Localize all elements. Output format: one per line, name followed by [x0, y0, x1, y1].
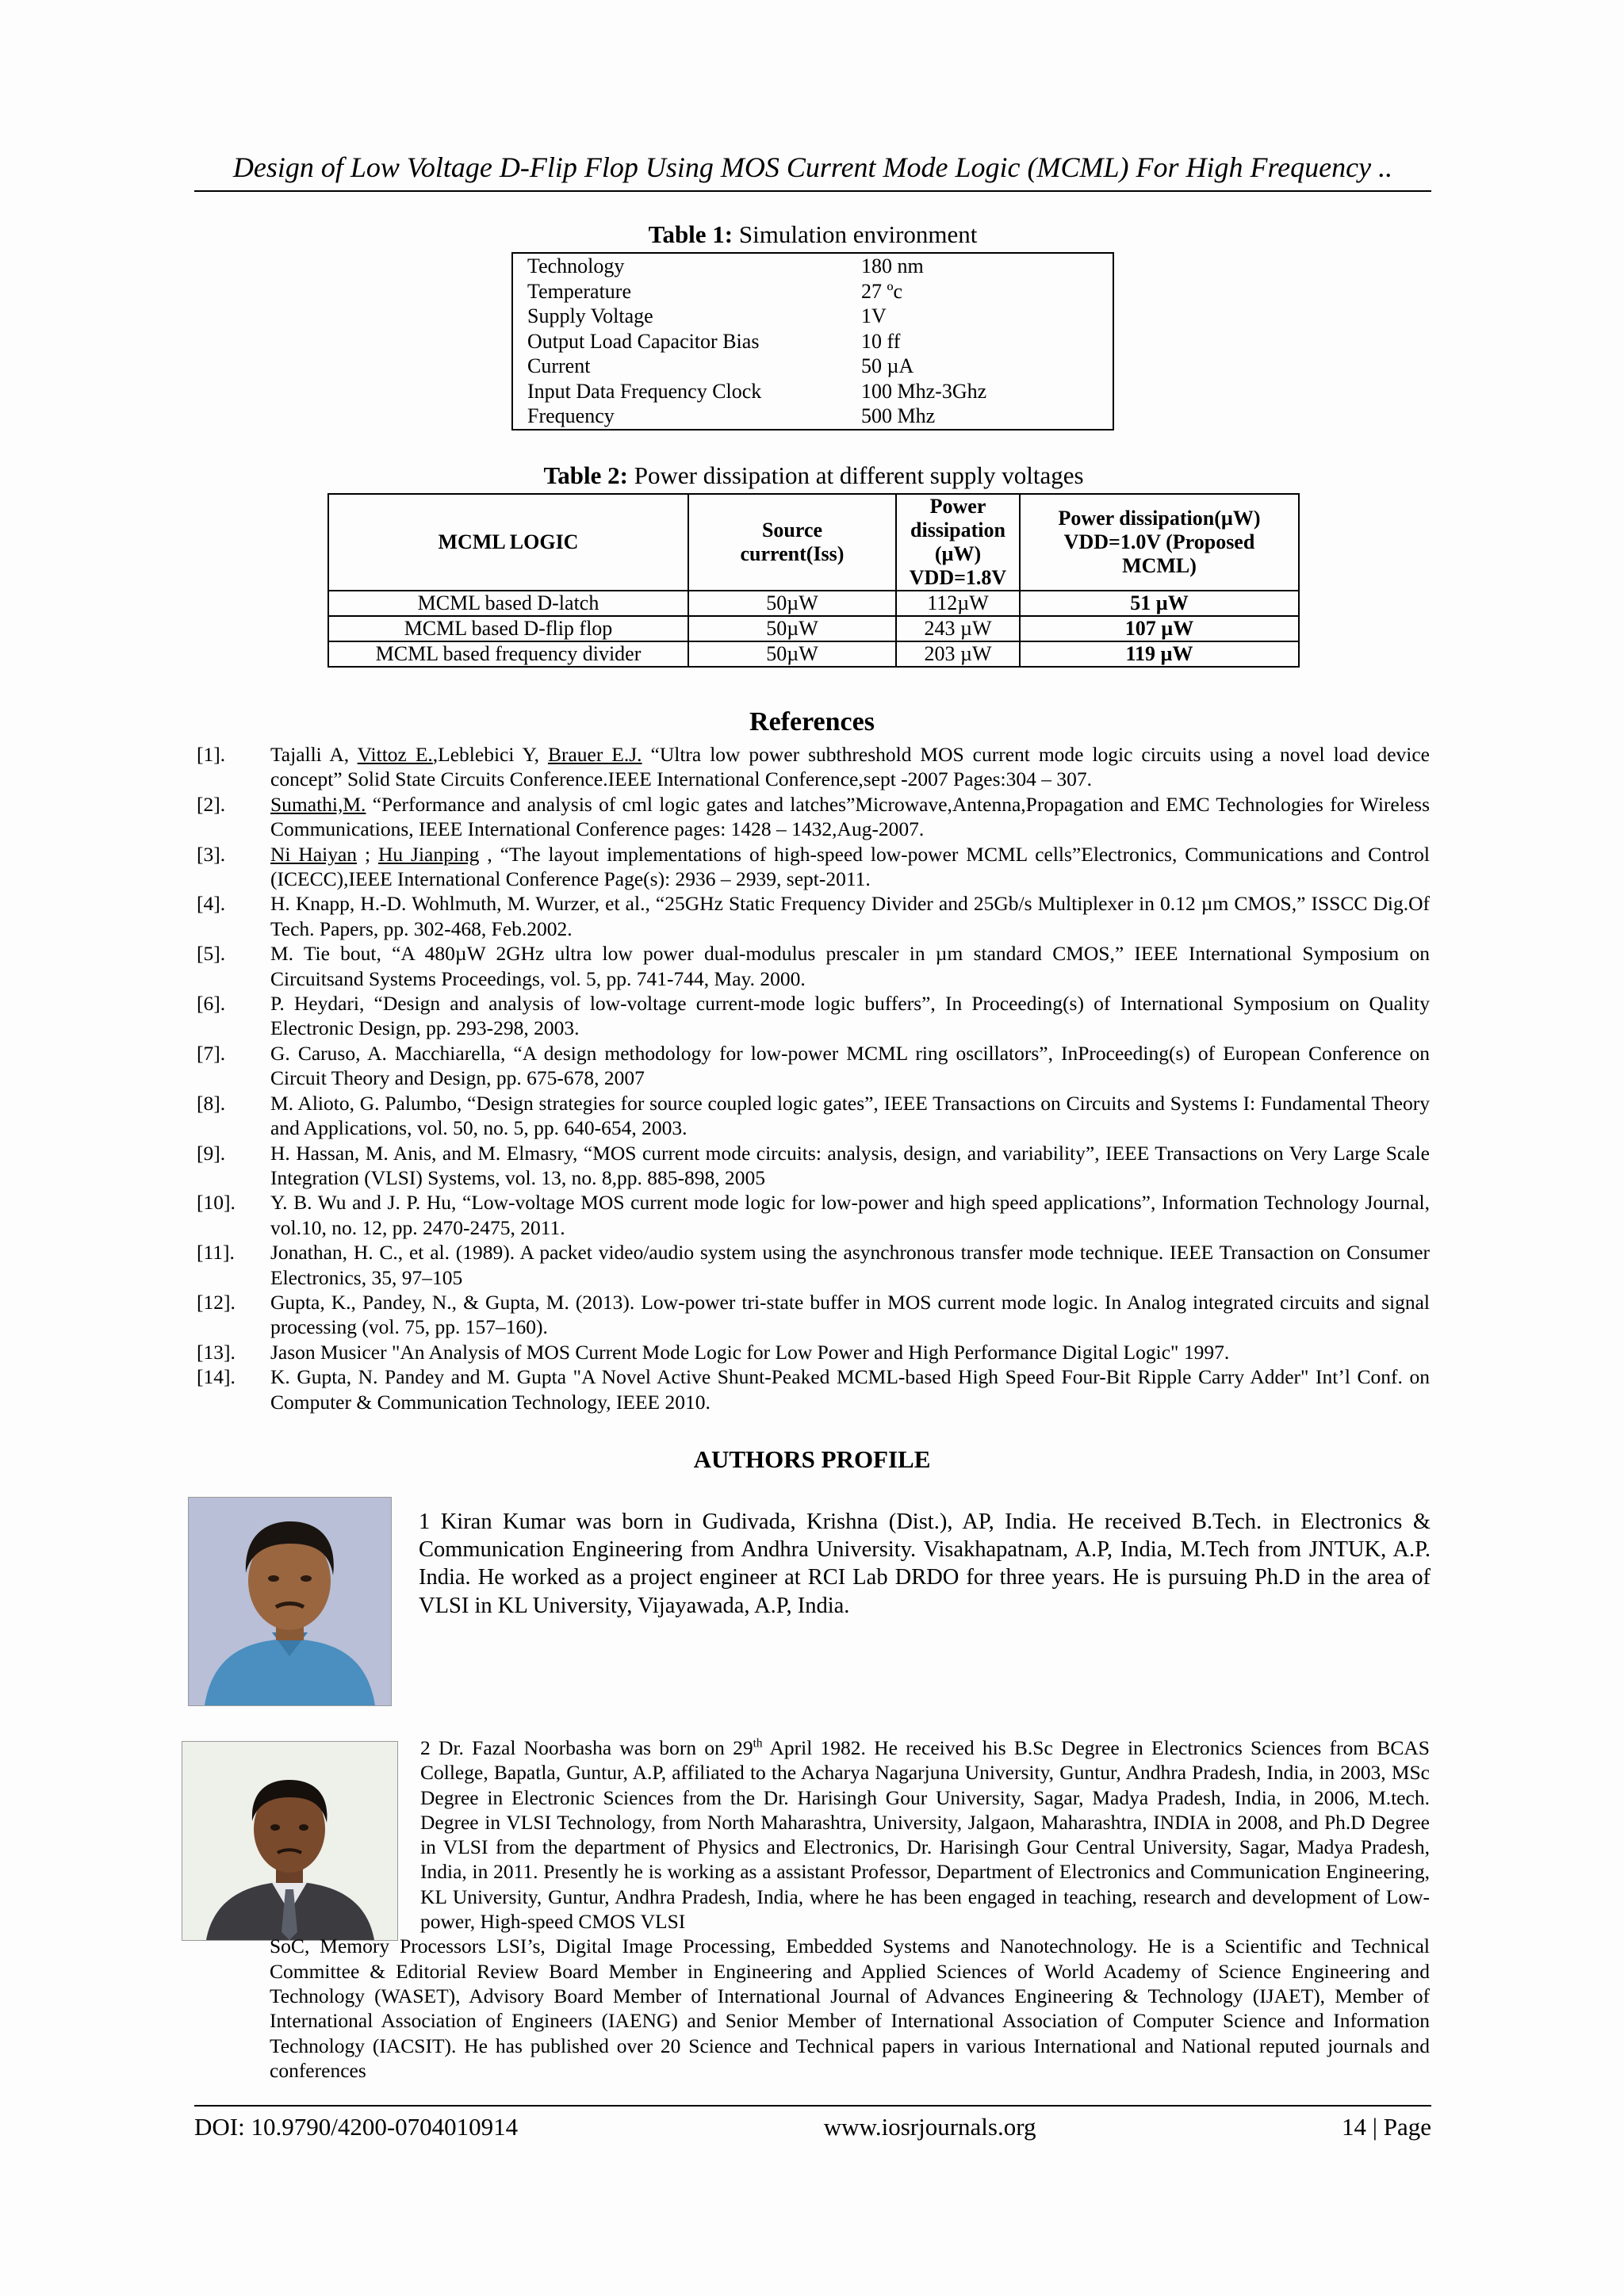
reference-item — [197, 1364, 1430, 1414]
reference-number: [9]. — [197, 1141, 226, 1165]
table-row — [512, 404, 1113, 430]
table-cell: Output Load Capacitor Bias — [527, 329, 760, 353]
reference-number: [14]. — [197, 1365, 236, 1389]
reference-number: [11]. — [197, 1241, 235, 1265]
author-bio-1: 1 Kiran Kumar was born in Gudivada, Krishna (Dist.), AP, India. He received B.Tech. in Electronics & Communication Engineering from Andhra University. Visakhapatnam, A.P, India, M.Tech from JNTUK, A.P. India. He worked as a project engineer at RCI Lab DRDO for three years. He is pursuing Ph.D in the area of VLSI in KL University, Vijayawada, A.P, India. — [419, 1510, 1431, 1618]
table-cell: 107 µW — [1020, 616, 1299, 641]
table-row — [328, 591, 1299, 616]
table-cell: 243 µW — [896, 616, 1020, 641]
table-cell: 180 nm — [861, 254, 924, 277]
running-header: Design of Low Voltage D-Flip Flop Using MOS Current Mode Logic (MCML) For High Frequency .. — [194, 151, 1431, 192]
table-cell: 112µW — [896, 591, 1020, 616]
table-cell: MCML based D-latch — [328, 591, 688, 616]
reference-number: [13]. — [197, 1340, 236, 1364]
table2-caption — [327, 461, 1300, 490]
table-row — [328, 616, 1299, 641]
table-cell: 50µW — [688, 616, 896, 641]
table-cell: MCML based D-flip flop — [328, 616, 688, 641]
table-row — [512, 253, 1113, 279]
table-row — [512, 279, 1113, 304]
reference-text: Gupta, K., Pandey, N., & Gupta, M. (2013). Low-power tri-state buffer in MOS current mode logic. In Analog integrated circuits and signal processing (vol. 75, pp. 157–160). — [270, 1290, 1430, 1339]
reference-text: Jonathan, H. C., et al. (1989). A packet video/audio system using the asynchronous transfer mode technique. IEEE Transaction on Consumer Electronics, 35, 97–105 — [270, 1241, 1430, 1289]
reference-text: Ni Haiyan ; Hu Jianping , “The layout implementations of high-speed low-power MCML cells”Electronics, Communications and Control (ICECC),IEEE International Conference Page(s): 2936 – 2939, sept-2011. — [270, 842, 1431, 891]
page-number: 14 | Page — [1342, 2113, 1431, 2141]
column-header: Power dissipation(µW) VDD=1.0V (Proposed MCML) — [1020, 494, 1299, 591]
author-bio-2-main: 2 Dr. Fazal Noorbasha was born on 29th April 1982. He received his B.Sc Degree in Electronics Sciences from BCAS College, Bapatla, Guntur, A.P, affiliated to the Acharya Nagarjuna University, Guntur, Andhra Pradesh, India, in 2003, MSc Degree in Electronic Sciences from the Dr. Harisingh Gour University, Sagar, Madya Pradesh, India, in 2006, M.tech. Degree in VLSI Technology, from North Maharashtra, University, Jalgaon, Maharashtra, INDIA in 2008, and Ph.D Degree in VLSI from the department of Physics and Electronics, Dr. Harisingh Gour Central University, Sagar, Madya Pradesh, India, in 2011. Presently he is working as a assistant Professor, Department of Electronics and Communication Engineering, KL University, Guntur, Andhra Pradesh, India, where he has been engaged in teaching, research and development of Low-power, High-speed CMOS VLSI — [420, 1736, 1430, 1934]
table-cell: 50µW — [688, 591, 896, 616]
table-cell: 10 ff — [861, 329, 901, 353]
reference-item — [197, 842, 1430, 892]
table-cell: 119 µW — [1020, 641, 1299, 667]
table-row — [512, 304, 1113, 329]
column-header: Power dissipation (µW) VDD=1.8V — [896, 494, 1020, 591]
table-cell: 100 Mhz-3Ghz — [861, 379, 987, 403]
reference-item — [197, 1340, 1430, 1364]
author-bio-2 — [270, 1735, 1430, 2083]
table-row — [512, 379, 1113, 404]
author-link[interactable]: Vittoz E. — [357, 743, 433, 766]
table-cell: Temperature — [527, 279, 631, 303]
simulation-environment-table — [511, 252, 1114, 430]
table1-caption — [511, 220, 1114, 249]
reference-text: M. Alioto, G. Palumbo, “Design strategies for source coupled logic gates”, IEEE Transactions on Circuits and Systems I: Fundamental Theory and Applications, vol. 50, no. 5, pp. 640-654, 2003. — [270, 1091, 1430, 1140]
reference-item — [197, 1290, 1430, 1340]
doi-text: DOI: 10.9790/4200-0704010914 — [194, 2113, 519, 2141]
reference-text: H. Knapp, H.-D. Wohlmuth, M. Wurzer, et al., “25GHz Static Frequency Divider and 25Gb/s Multiplexer in 0.12 µm CMOS,” ISSCC Dig.Of Tech. Papers, pp. 302-468, Feb.2002. — [270, 892, 1430, 940]
page-footer — [194, 2105, 1431, 2141]
reference-text: H. Hassan, M. Anis, and M. Elmasry, “MOS current mode circuits: analysis, design, and variability”, IEEE Transactions on Very Large Scale Integration (VLSI) Systems, vol. 13, no. 8,pp. 885-898, 2005 — [270, 1141, 1430, 1189]
table1-label: Table 1: — [648, 220, 733, 248]
table-cell: 27 ºc — [861, 279, 903, 303]
table-cell: 1V — [861, 304, 887, 327]
table-cell: Current — [527, 354, 591, 377]
reference-text: G. Caruso, A. Macchiarella, “A design methodology for low-power MCML ring oscillators”, InProceeding(s) of European Conference on Circuit Theory and Design, pp. 675-678, 2007 — [270, 1041, 1430, 1090]
portrait-illustration — [189, 1498, 391, 1705]
table-cell: Technology — [527, 254, 625, 277]
column-header: Source current(Iss) — [688, 494, 896, 591]
reference-item — [197, 1240, 1430, 1290]
reference-number: [7]. — [197, 1041, 226, 1065]
table-cell: 50 µA — [861, 354, 914, 377]
table-cell: 50µW — [688, 641, 896, 667]
table-row — [512, 329, 1113, 354]
reference-item — [197, 941, 1430, 991]
reference-text: K. Gupta, N. Pandey and M. Gupta "A Novel Active Shunt-Peaked MCML-based High Speed Four-Bit Ripple Carry Adder" Int’l Conf. on Computer & Communication Technology, IEEE 2010. — [270, 1365, 1430, 1414]
table-cell: MCML based frequency divider — [328, 641, 688, 667]
table-cell: 51 µW — [1020, 591, 1299, 616]
table2-title: Power dissipation at different supply voltages — [634, 461, 1084, 489]
author-bio-2-continuation: SoC, Memory Processors LSI’s, Digital Image Processing, Embedded Systems and Nanotechnology. He is a Scientific and Technical Committee & Editorial Review Board Member in Engineering and Applied Sciences of World Academy of Science Engineering and Technology (WASET), Advisory Board Member of International Journal of Advances Engineering & Technology (IJAET), Member of International Association of Engineers (IAENG) and Senior Member of International Association of Computer Science and Information Technology (IACSIT). He has published over 20 Science and Technical papers in various International and National reputed journals and conferences — [270, 1934, 1430, 2082]
authors-profile-heading: AUTHORS PROFILE — [693, 1445, 931, 1473]
reference-item — [197, 792, 1430, 842]
journal-website-link[interactable]: www.iosrjournals.org — [823, 2113, 1036, 2141]
table-cell: Input Data Frequency Clock — [527, 379, 762, 403]
reference-item — [197, 1041, 1430, 1091]
author-link[interactable]: Sumathi,M. — [270, 792, 366, 816]
reference-number: [5]. — [197, 942, 226, 966]
reference-item — [197, 1091, 1430, 1141]
reference-text: Sumathi,M. “Performance and analysis of cml logic gates and latches”Microwave,Antenna,Propagation and EMC Technologies for Wireless Communications, IEEE International Conference pages: 1428 – 1432,Aug-2007. — [270, 792, 1430, 841]
reference-number: [1]. — [197, 743, 226, 766]
reference-text: P. Heydari, “Design and analysis of low-voltage current-mode logic buffers”, In Proceeding(s) of International Symposium on Quality Electronic Design, pp. 293-298, 2003. — [270, 992, 1430, 1040]
reference-text: M. Tie bout, “A 480µW 2GHz ultra low power dual-modulus prescaler in µm standard CMOS,” IEEE International Symposium on Circuitsand Systems Proceedings, vol. 5, pp. 741-744, May. 2000. — [270, 942, 1430, 990]
reference-number: [4]. — [197, 892, 226, 916]
table1-title: Simulation environment — [738, 220, 978, 248]
author-link[interactable]: Hu Jianping — [377, 842, 480, 866]
reference-text: Jason Musicer "An Analysis of MOS Current Mode Logic for Low Power and High Performance Digital Logic" 1997. — [270, 1340, 1230, 1364]
reference-text: Y. B. Wu and J. P. Hu, “Low-voltage MOS current mode logic for low-power and high speed applications”, Information Technology Journal, vol.10, no. 12, pp. 2470-2475, 2011. — [270, 1191, 1430, 1239]
reference-number: [2]. — [197, 792, 226, 816]
column-header: MCML LOGIC — [328, 494, 688, 591]
table-cell: Supply Voltage — [527, 304, 653, 327]
references-list — [197, 742, 1430, 1414]
reference-item — [197, 1190, 1430, 1240]
author-link[interactable]: Brauer E.J. — [547, 743, 642, 766]
table-cell: 500 Mhz — [861, 404, 936, 427]
table-cell: Frequency — [527, 404, 615, 427]
reference-item — [197, 991, 1430, 1041]
table-header-row — [328, 494, 1299, 591]
reference-number: [6]. — [197, 992, 226, 1016]
reference-item — [197, 891, 1430, 941]
reference-number: [3]. — [197, 842, 226, 866]
reference-item — [197, 1141, 1430, 1191]
power-dissipation-table — [327, 493, 1300, 668]
table-cell: 203 µW — [896, 641, 1020, 667]
table2-label: Table 2: — [543, 461, 628, 489]
reference-number: [10]. — [197, 1191, 236, 1215]
author-link[interactable]: Ni Haiyan — [270, 842, 358, 866]
references-heading: References — [749, 707, 875, 737]
author-photo-1 — [188, 1497, 392, 1706]
table-row — [512, 354, 1113, 379]
reference-item — [197, 742, 1430, 792]
reference-number: [12]. — [197, 1290, 236, 1314]
reference-number: [8]. — [197, 1091, 226, 1115]
reference-text: Tajalli A, Vittoz E.,Leblebici Y, Brauer E.J. “Ultra low power subthreshold MOS current mode logic circuits using a novel load device concept” Solid State Circuits Conference.IEEE International Conference,sept -2007 Pages:304 – 307. — [270, 743, 1431, 791]
table-row — [328, 641, 1299, 667]
